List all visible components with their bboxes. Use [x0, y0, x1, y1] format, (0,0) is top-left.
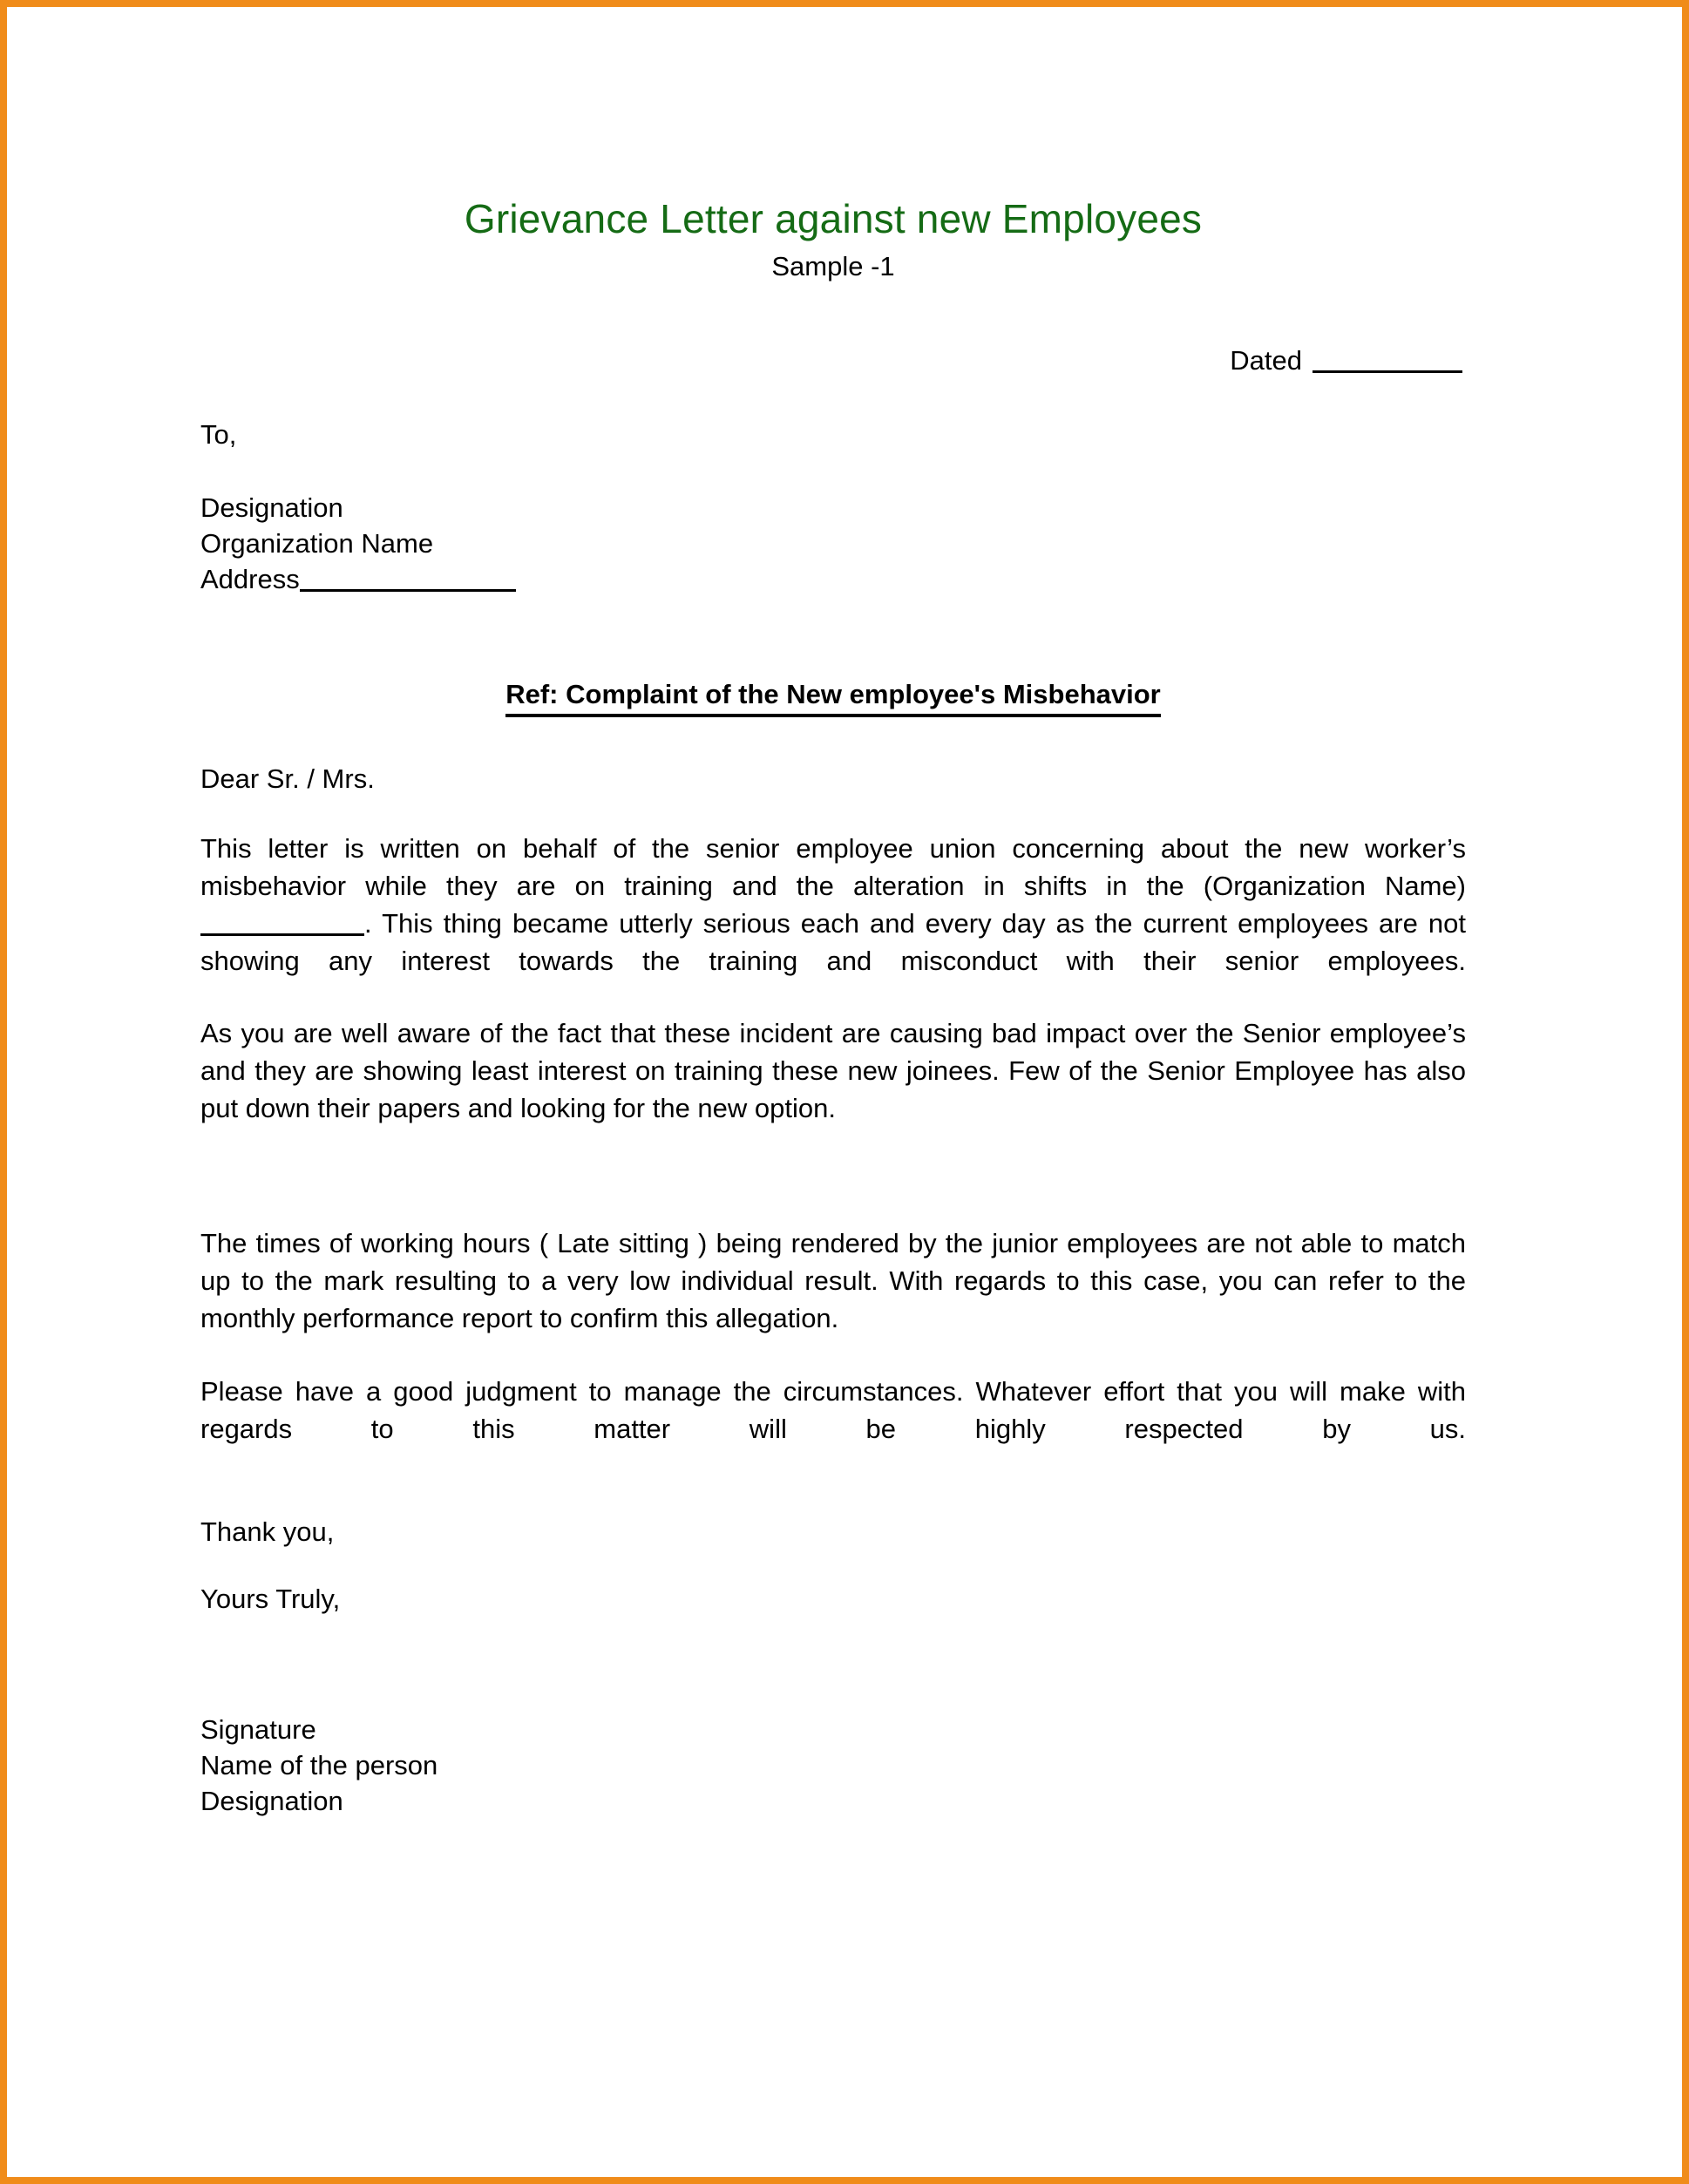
body-paragraph-1-part-1: This letter is written on behalf of the senior employee union concerning about the new worker’s misbehavior while they are on training and the alteration in shifts in the (Organization Name) — [200, 832, 1466, 901]
dated-row — [200, 344, 1466, 376]
recipient-address-block — [200, 491, 1466, 598]
recipient-to-label: To, — [200, 418, 237, 450]
body-paragraph-1-blank-rule — [200, 933, 364, 936]
closing-signoff: Yours Truly, — [200, 1583, 341, 1614]
letter-sheet — [7, 7, 1682, 2177]
body-paragraph-1-part-2: . This thing became utterly serious each and every day as the current employees are not showing any interest towards the training and misconduct with their senior employees. — [200, 907, 1466, 976]
page-subtitle: Sample -1 — [771, 250, 895, 281]
body-paragraph-2: As you are well aware of the fact that these incident are causing bad impact over the Senior employee’s and they are showing least interest on training these new joinees. Few of the Senior Employee has also put down their papers and looking for the new option. — [200, 1018, 1466, 1124]
dated-blank-rule — [1313, 370, 1462, 373]
body-paragraph-1 — [200, 795, 1466, 980]
body-paragraph-3: The times of working hours ( Late sitting ) being rendered by the junior employees are not able to match up to the mark resulting to a very low individual result. With regards to this case, you can refer to the monthly performance report to confirm this allegation. — [200, 1228, 1466, 1334]
signature-block — [200, 1713, 1466, 1820]
dated-label: Dated — [1230, 344, 1302, 376]
salutation: Dear Sr. / Mrs. — [200, 763, 375, 794]
page-title: Grievance Letter against new Employees — [464, 196, 1203, 241]
signature-label: Signature — [200, 1714, 316, 1746]
recipient-address-label: Address — [200, 563, 300, 594]
reference-heading: Ref: Complaint of the New employee's Misbehavior — [505, 678, 1161, 717]
reference-heading-wrapper — [200, 678, 1466, 717]
recipient-organization: Organization Name — [200, 527, 434, 559]
closing-thanks: Thank you, — [200, 1516, 335, 1547]
recipient-address-line — [200, 562, 1466, 598]
signature-name: Name of the person — [200, 1749, 438, 1780]
recipient-designation: Designation — [200, 492, 343, 524]
signature-designation: Designation — [200, 1785, 343, 1816]
recipient-address-blank-rule — [300, 589, 516, 592]
letter-content-column — [200, 7, 1466, 1820]
body-paragraph-4: Please have a good judgment to manage the circumstances. Whatever effort that you will make with regards to this matter will be highly respected by us. — [200, 1375, 1466, 1444]
